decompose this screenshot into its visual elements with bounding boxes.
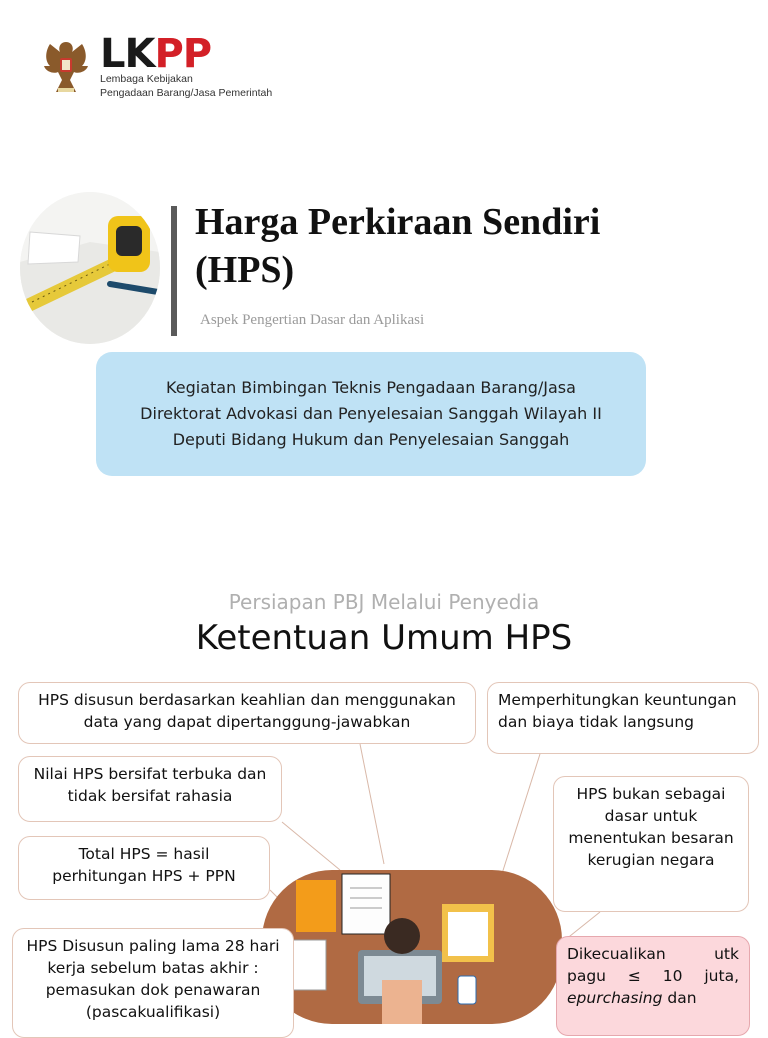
info-line-1: Kegiatan Bimbingan Teknis Pengadaan Barang/Jasa: [166, 378, 576, 397]
title-line1: Harga Perkiraan Sendiri: [195, 201, 601, 243]
logo-brand: LKPP: [100, 31, 212, 77]
slide2-title: Ketentuan Umum HPS: [195, 618, 573, 658]
callout-batas-waktu: HPS Disusun paling lama 28 hari kerja sebelum batas akhir : pemasukan dok penawaran (pascakualifikasi): [12, 928, 294, 1038]
callout-keuntungan: Memperhitungkan keuntungan dan biaya tidak langsung: [487, 682, 759, 754]
logo-subtitle-line2: Pengadaan Barang/Jasa Pemerintah: [100, 87, 273, 99]
garuda-emblem-icon: [36, 36, 96, 98]
c7-epurchasing: epurchasing: [567, 989, 663, 1007]
info-box: [96, 352, 646, 476]
title-line2: (HPS): [195, 249, 295, 291]
slide2-header: Persiapan PBJ Melalui Penyedia: [228, 590, 540, 614]
callout-kerugian-negara: HPS bukan sebagai dasar untuk menentukan besaran kerugian negara: [553, 776, 749, 912]
office-desk-illustration: [262, 840, 562, 1024]
callout-pengecualian: [556, 936, 750, 1036]
info-line-2: Direktorat Advokasi dan Penyelesaian Sanggah Wilayah II: [140, 404, 602, 423]
c7-part3: dan: [662, 989, 697, 1007]
info-line-3: Deputi Bidang Hukum dan Penyelesaian Sanggah: [172, 430, 570, 449]
logo-subtitle-line1: Lembaga Kebijakan: [100, 73, 193, 85]
callout-keahlian: HPS disusun berdasarkan keahlian dan menggunakan data yang dapat dipertanggung-jawabkan: [18, 682, 476, 744]
callout-terbuka: Nilai HPS bersifat terbuka dan tidak bersifat rahasia: [18, 756, 282, 822]
callout-total-hps: Total HPS = hasil perhitungan HPS + PPN: [18, 836, 270, 900]
c7-part1: Dikecualikan utk pagu ≤ 10 juta,: [567, 945, 739, 985]
page-subtitle: Aspek Pengertian Dasar dan Aplikasi: [200, 312, 425, 328]
page-title: [195, 198, 715, 294]
title-divider: [171, 206, 177, 336]
tape-measure-photo: [20, 192, 160, 344]
logo-subtitle: [100, 72, 272, 100]
